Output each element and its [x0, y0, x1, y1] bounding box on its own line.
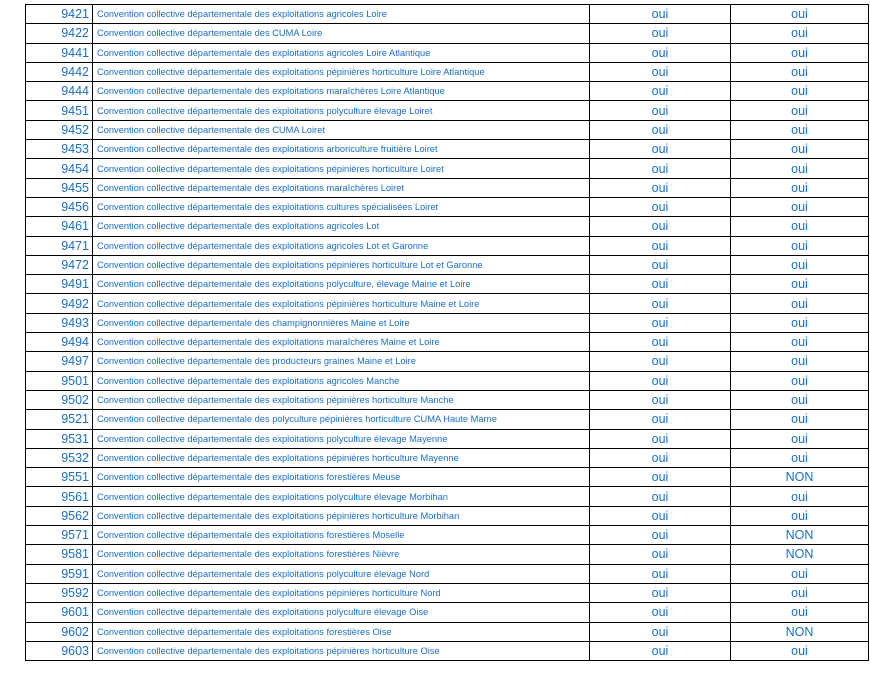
- flag-cell-col3: oui: [590, 429, 731, 448]
- table-row: [26, 583, 869, 602]
- flag-cell-col4: NON: [731, 468, 869, 487]
- flag-cell-col4: oui: [731, 429, 869, 448]
- flag-cell-col4: oui: [731, 371, 869, 390]
- label-cell: Convention collective départementale des CUMA Loiret: [93, 120, 590, 139]
- table-row: [26, 159, 869, 178]
- flag-cell-col4: oui: [731, 82, 869, 101]
- flag-cell-col3: oui: [590, 583, 731, 602]
- table-row: [26, 217, 869, 236]
- table-row: [26, 62, 869, 81]
- table-row: [26, 313, 869, 332]
- label-cell: Convention collective départementale des exploitations pépinières horticulture Lot et Garonne: [93, 255, 590, 274]
- table-row: [26, 236, 869, 255]
- table-row: [26, 120, 869, 139]
- label-cell: Convention collective départementale des exploitations polyculture, élevage Maine et Loire: [93, 275, 590, 294]
- code-cell: 9452: [26, 120, 93, 139]
- flag-cell-col4: oui: [731, 294, 869, 313]
- flag-cell-col3: oui: [590, 62, 731, 81]
- flag-cell-col4: oui: [731, 255, 869, 274]
- flag-cell-col4: oui: [731, 583, 869, 602]
- label-cell: Convention collective départementale des exploitations pépinières horticulture Loire Atlantique: [93, 62, 590, 81]
- flag-cell-col3: oui: [590, 82, 731, 101]
- flag-cell-col4: oui: [731, 120, 869, 139]
- code-cell: 9532: [26, 448, 93, 467]
- label-cell: Convention collective départementale des exploitations forestières Meuse: [93, 468, 590, 487]
- flag-cell-col3: oui: [590, 101, 731, 120]
- flag-cell-col4: oui: [731, 101, 869, 120]
- flag-cell-col3: oui: [590, 197, 731, 216]
- flag-cell-col3: oui: [590, 622, 731, 641]
- label-cell: Convention collective départementale des exploitations pépinières horticulture Manche: [93, 390, 590, 409]
- flag-cell-col4: oui: [731, 24, 869, 43]
- code-cell: 9491: [26, 275, 93, 294]
- code-cell: 9456: [26, 197, 93, 216]
- code-cell: 9551: [26, 468, 93, 487]
- flag-cell-col3: oui: [590, 641, 731, 660]
- table-row: [26, 352, 869, 371]
- flag-cell-col4: oui: [731, 275, 869, 294]
- flag-cell-col3: oui: [590, 294, 731, 313]
- flag-cell-col3: oui: [590, 236, 731, 255]
- flag-cell-col3: oui: [590, 526, 731, 545]
- flag-cell-col4: oui: [731, 603, 869, 622]
- label-cell: Convention collective départementale des exploitations polyculture élevage Loiret: [93, 101, 590, 120]
- flag-cell-col3: oui: [590, 371, 731, 390]
- code-cell: 9571: [26, 526, 93, 545]
- code-cell: 9461: [26, 217, 93, 236]
- label-cell: Convention collective départementale des exploitations polyculture élevage Morbihan: [93, 487, 590, 506]
- flag-cell-col4: NON: [731, 526, 869, 545]
- flag-cell-col3: oui: [590, 448, 731, 467]
- code-cell: 9562: [26, 506, 93, 525]
- flag-cell-col3: oui: [590, 275, 731, 294]
- code-cell: 9471: [26, 236, 93, 255]
- flag-cell-col3: oui: [590, 545, 731, 564]
- label-cell: Convention collective départementale des exploitations agricoles Loire: [93, 5, 590, 24]
- table-row: [26, 197, 869, 216]
- flag-cell-col4: oui: [731, 217, 869, 236]
- flag-cell-col4: oui: [731, 5, 869, 24]
- convention-table: [25, 4, 869, 661]
- table-row: [26, 255, 869, 274]
- code-cell: 9441: [26, 43, 93, 62]
- flag-cell-col3: oui: [590, 603, 731, 622]
- flag-cell-col3: oui: [590, 120, 731, 139]
- flag-cell-col4: oui: [731, 506, 869, 525]
- flag-cell-col4: oui: [731, 62, 869, 81]
- code-cell: 9502: [26, 390, 93, 409]
- table-row: [26, 603, 869, 622]
- flag-cell-col4: oui: [731, 197, 869, 216]
- table-row: [26, 468, 869, 487]
- flag-cell-col3: oui: [590, 468, 731, 487]
- flag-cell-col4: oui: [731, 159, 869, 178]
- label-cell: Convention collective départementale des exploitations polyculture élevage Mayenne: [93, 429, 590, 448]
- code-cell: 9422: [26, 24, 93, 43]
- label-cell: Convention collective départementale des producteurs graines Maine et Loire: [93, 352, 590, 371]
- table-row: [26, 487, 869, 506]
- label-cell: Convention collective départementale des exploitations agricoles Manche: [93, 371, 590, 390]
- code-cell: 9444: [26, 82, 93, 101]
- code-cell: 9421: [26, 5, 93, 24]
- label-cell: Convention collective départementale des exploitations forestières Oise: [93, 622, 590, 641]
- label-cell: Convention collective départementale des exploitations polyculture élevage Nord: [93, 564, 590, 583]
- label-cell: Convention collective départementale des exploitations cultures spécialisées Loiret: [93, 197, 590, 216]
- flag-cell-col4: oui: [731, 487, 869, 506]
- flag-cell-col4: oui: [731, 140, 869, 159]
- table-row: [26, 641, 869, 660]
- label-cell: Convention collective départementale des exploitations maraîchères Loiret: [93, 178, 590, 197]
- flag-cell-col3: oui: [590, 5, 731, 24]
- code-cell: 9492: [26, 294, 93, 313]
- label-cell: Convention collective départementale des polyculture pépinières horticulture CUMA Haute Marne: [93, 410, 590, 429]
- label-cell: Convention collective départementale des exploitations maraîchères Maine et Loire: [93, 333, 590, 352]
- flag-cell-col4: oui: [731, 333, 869, 352]
- flag-cell-col3: oui: [590, 43, 731, 62]
- code-cell: 9442: [26, 62, 93, 81]
- flag-cell-col3: oui: [590, 410, 731, 429]
- code-cell: 9601: [26, 603, 93, 622]
- flag-cell-col3: oui: [590, 487, 731, 506]
- table-row: [26, 178, 869, 197]
- code-cell: 9455: [26, 178, 93, 197]
- table-row: [26, 5, 869, 24]
- code-cell: 9592: [26, 583, 93, 602]
- table-row: [26, 564, 869, 583]
- table-row: [26, 371, 869, 390]
- flag-cell-col4: oui: [731, 236, 869, 255]
- code-cell: 9501: [26, 371, 93, 390]
- table-row: [26, 545, 869, 564]
- flag-cell-col3: oui: [590, 352, 731, 371]
- flag-cell-col3: oui: [590, 333, 731, 352]
- table-row: [26, 140, 869, 159]
- label-cell: Convention collective départementale des exploitations pépinières horticulture Oise: [93, 641, 590, 660]
- table-row: [26, 526, 869, 545]
- label-cell: Convention collective départementale des exploitations forestières Nièvre: [93, 545, 590, 564]
- flag-cell-col3: oui: [590, 217, 731, 236]
- code-cell: 9472: [26, 255, 93, 274]
- code-cell: 9581: [26, 545, 93, 564]
- label-cell: Convention collective départementale des exploitations pépinières horticulture Maine et Loire: [93, 294, 590, 313]
- code-cell: 9561: [26, 487, 93, 506]
- label-cell: Convention collective départementale des exploitations polyculture élevage Oise: [93, 603, 590, 622]
- table-row: [26, 410, 869, 429]
- table-row: [26, 275, 869, 294]
- code-cell: 9454: [26, 159, 93, 178]
- flag-cell-col3: oui: [590, 564, 731, 583]
- table-row: [26, 333, 869, 352]
- flag-cell-col3: oui: [590, 390, 731, 409]
- flag-cell-col4: oui: [731, 43, 869, 62]
- code-cell: 9493: [26, 313, 93, 332]
- label-cell: Convention collective départementale des exploitations pépinières horticulture Mayenne: [93, 448, 590, 467]
- label-cell: Convention collective départementale des champignonnières Maine et Loire: [93, 313, 590, 332]
- label-cell: Convention collective départementale des exploitations forestières Moselle: [93, 526, 590, 545]
- flag-cell-col4: oui: [731, 178, 869, 197]
- convention-table-body: [26, 5, 869, 661]
- code-cell: 9531: [26, 429, 93, 448]
- code-cell: 9453: [26, 140, 93, 159]
- label-cell: Convention collective départementale des exploitations agricoles Loire Atlantique: [93, 43, 590, 62]
- label-cell: Convention collective départementale des exploitations maraîchères Loire Atlantique: [93, 82, 590, 101]
- flag-cell-col4: oui: [731, 448, 869, 467]
- flag-cell-col4: NON: [731, 545, 869, 564]
- flag-cell-col4: oui: [731, 313, 869, 332]
- flag-cell-col3: oui: [590, 313, 731, 332]
- table-row: [26, 429, 869, 448]
- label-cell: Convention collective départementale des exploitations pépinières horticulture Nord: [93, 583, 590, 602]
- flag-cell-col3: oui: [590, 24, 731, 43]
- label-cell: Convention collective départementale des exploitations pépinières horticulture Loiret: [93, 159, 590, 178]
- table-row: [26, 294, 869, 313]
- label-cell: Convention collective départementale des exploitations agricoles Lot: [93, 217, 590, 236]
- flag-cell-col3: oui: [590, 506, 731, 525]
- flag-cell-col4: oui: [731, 641, 869, 660]
- code-cell: 9451: [26, 101, 93, 120]
- flag-cell-col4: oui: [731, 352, 869, 371]
- flag-cell-col3: oui: [590, 140, 731, 159]
- flag-cell-col3: oui: [590, 255, 731, 274]
- code-cell: 9494: [26, 333, 93, 352]
- flag-cell-col4: oui: [731, 390, 869, 409]
- code-cell: 9602: [26, 622, 93, 641]
- flag-cell-col4: oui: [731, 564, 869, 583]
- label-cell: Convention collective départementale des exploitations pépinières horticulture Morbihan: [93, 506, 590, 525]
- flag-cell-col3: oui: [590, 178, 731, 197]
- flag-cell-col3: oui: [590, 159, 731, 178]
- flag-cell-col4: NON: [731, 622, 869, 641]
- table-row: [26, 82, 869, 101]
- table-row: [26, 24, 869, 43]
- table-row: [26, 101, 869, 120]
- table-row: [26, 448, 869, 467]
- label-cell: Convention collective départementale des CUMA Loire: [93, 24, 590, 43]
- table-row: [26, 622, 869, 641]
- code-cell: 9603: [26, 641, 93, 660]
- label-cell: Convention collective départementale des exploitations agricoles Lot et Garonne: [93, 236, 590, 255]
- code-cell: 9497: [26, 352, 93, 371]
- label-cell: Convention collective départementale des exploitations arboriculture fruitière Loiret: [93, 140, 590, 159]
- table-row: [26, 43, 869, 62]
- code-cell: 9591: [26, 564, 93, 583]
- table-row: [26, 506, 869, 525]
- table-row: [26, 390, 869, 409]
- code-cell: 9521: [26, 410, 93, 429]
- flag-cell-col4: oui: [731, 410, 869, 429]
